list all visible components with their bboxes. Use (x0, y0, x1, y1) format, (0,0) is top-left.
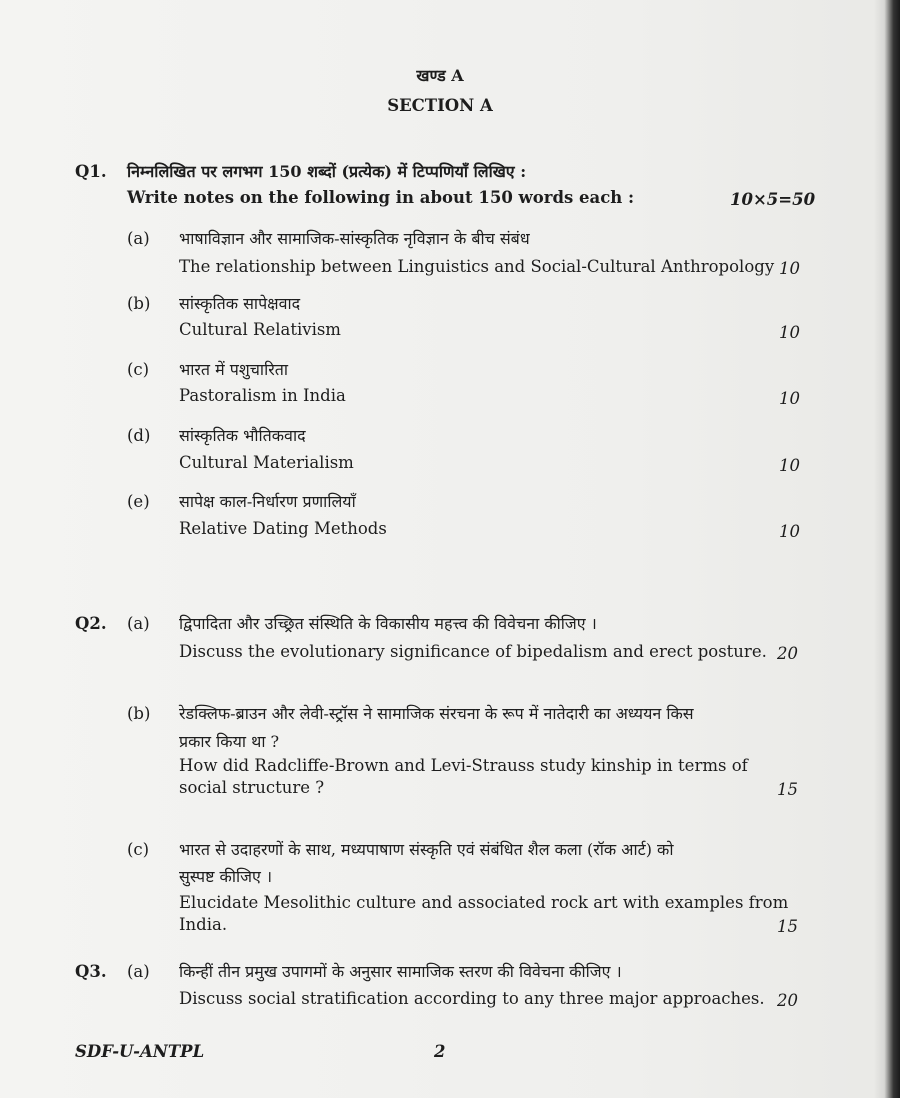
question-number-q2: Q2. (75, 614, 107, 633)
q1a-label: (a) (127, 229, 150, 248)
q2c-english-line1: Elucidate Mesolithic culture and associated rock art with examples from (179, 893, 789, 912)
q2a-english: Discuss the evolutionary significance of bipedalism and erect posture. (179, 642, 767, 661)
q1d-english: Cultural Materialism (179, 453, 354, 472)
question-number-q3: Q3. (75, 962, 107, 981)
q2b-marks: 15 (777, 780, 798, 799)
q1b-label: (b) (127, 294, 151, 313)
q2a-marks: 20 (777, 644, 798, 663)
q1c-marks: 10 (779, 389, 800, 408)
q2b-hindi-line1: रेडक्लिफ-ब्राउन और लेवी-स्ट्रॉस ने सामाजिक संरचना के रूप में नातेदारी का अध्ययन किस (179, 704, 694, 723)
section-heading: SECTION A (387, 96, 493, 115)
q3a-english: Discuss social stratification according to any three major approaches. (179, 989, 765, 1008)
page-number: 2 (434, 1042, 446, 1061)
q2b-hindi-line2: प्रकार किया था ? (179, 732, 280, 751)
q2b-english-line1: How did Radcliffe-Brown and Levi-Strauss study kinship in terms of (179, 756, 748, 775)
q1a-english: The relationship between Linguistics and Social-Cultural Anthropology (179, 257, 775, 276)
q1c-label: (c) (127, 360, 150, 379)
q1d-marks: 10 (779, 456, 800, 475)
q2c-hindi-line1: भारत से उदाहरणों के साथ, मध्यपाषाण संस्कृति एवं संबंधित शैल कला (रॉक आर्ट) को (179, 840, 674, 859)
q3a-hindi: किन्हीं तीन प्रमुख उपागमों के अनुसार सामाजिक स्तरण की विवेचना कीजिए । (179, 962, 622, 981)
q1b-english: Cultural Relativism (179, 320, 341, 339)
q1e-label: (e) (127, 492, 150, 511)
q2c-hindi-line2: सुस्पष्ट कीजिए । (179, 867, 273, 886)
q1b-hindi: सांस्कृतिक सापेक्षवाद (179, 294, 301, 313)
q1c-english: Pastoralism in India (179, 386, 346, 405)
q2b-label: (b) (127, 704, 151, 723)
q1a-hindi: भाषाविज्ञान और सामाजिक-सांस्कृतिक नृविज्ञान के बीच संबंध (179, 229, 530, 248)
q2c-marks: 15 (777, 917, 798, 936)
paper-code: SDF-U-ANTPL (75, 1042, 205, 1061)
q1e-english: Relative Dating Methods (179, 519, 387, 538)
q3a-marks: 20 (777, 991, 798, 1010)
q2b-english-line2: social structure ? (179, 778, 325, 797)
q2a-hindi: द्विपादिता और उच्छ्रित संस्थिति के विकासीय महत्त्व की विवेचना कीजिए । (179, 614, 597, 633)
q1c-hindi: भारत में पशुचारिता (179, 360, 289, 379)
q1-instruction-hindi: निम्नलिखित पर लगभग 150 शब्दों (प्रत्येक) में टिप्पणियाँ लिखिए : (127, 162, 527, 181)
q3a-label: (a) (127, 962, 150, 981)
page-edge-shadow (874, 0, 900, 1098)
q1-instruction-english: Write notes on the following in about 150 words each : (127, 188, 635, 207)
q1b-marks: 10 (779, 323, 800, 342)
q1e-marks: 10 (779, 522, 800, 541)
q1d-label: (d) (127, 426, 151, 445)
q2c-label: (c) (127, 840, 150, 859)
q1-total-marks: 10×5=50 (730, 190, 816, 209)
q2a-label: (a) (127, 614, 150, 633)
question-number-q1: Q1. (75, 162, 107, 181)
q1a-marks: 10 (779, 259, 800, 278)
q2c-english-line2: India. (179, 915, 228, 934)
q1d-hindi: सांस्कृतिक भौतिकवाद (179, 426, 306, 445)
section-heading-hindi: खण्ड A (416, 66, 464, 85)
q1e-hindi: सापेक्ष काल-निर्धारण प्रणालियाँ (179, 492, 356, 511)
